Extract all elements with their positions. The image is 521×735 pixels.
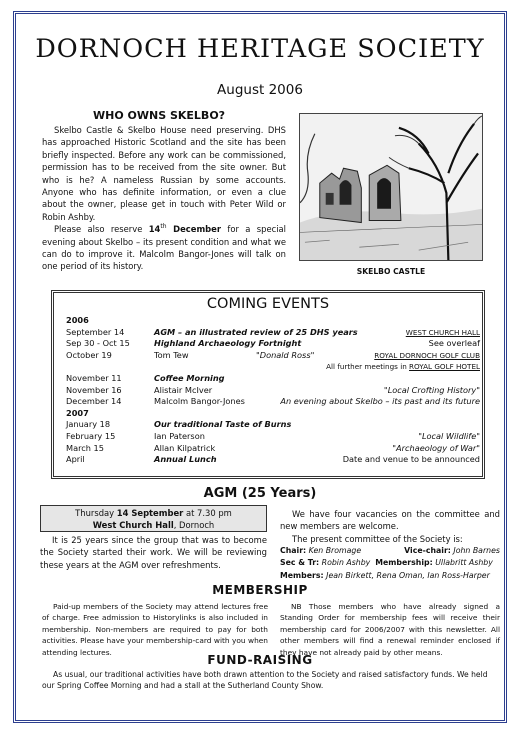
event-venue: See overleaf xyxy=(428,338,480,349)
event-speaker: Allan Kilpatrick xyxy=(154,442,216,453)
event-date: December 14 xyxy=(66,396,122,407)
agm-venue: West Church Hall xyxy=(92,520,174,530)
event-date: September 14 xyxy=(66,326,125,337)
secretary-name: Robin Ashby xyxy=(321,558,371,568)
event-note-row xyxy=(66,361,480,373)
event-topic: "Local Crofting History" xyxy=(383,384,480,395)
agm-date-line xyxy=(41,507,266,519)
committee-line-2 xyxy=(280,557,500,569)
chair-name: Ken Bromage xyxy=(308,546,362,556)
event-speaker: Alistair McIver xyxy=(154,384,213,395)
vice-chair-name: John Barnes xyxy=(453,546,500,556)
coming-events-box xyxy=(51,290,485,479)
issue-date: August 2006 xyxy=(217,82,303,98)
event-row xyxy=(66,419,480,431)
membership-secretary-label: Membership: xyxy=(375,558,433,568)
committee-line-1 xyxy=(280,545,500,557)
event-venue-note xyxy=(326,361,480,373)
event-venue: ROYAL DORNOCH GOLF CLUB xyxy=(374,350,480,360)
committee-section xyxy=(280,508,500,582)
event-row xyxy=(66,454,480,466)
agm-date-box xyxy=(40,505,267,532)
skelbo-paragraph-1: Skelbo Castle & Skelbo House need preserving. DHS has approached Historic Scotland and the site has been briefly inspected. Before any work can be commissioned, permission has to be received from the site owner. But who is he? A nameless Russian by some accounts. Anyone who has definite information, or even a clue about the owner, please get in touch with Peter Wild or Robin Ashby. xyxy=(42,125,286,222)
event-topic: "Archaeology of War" xyxy=(392,442,480,453)
skelbo-paragraph-2 xyxy=(42,223,286,273)
newsletter-page xyxy=(13,11,507,723)
vacancies-text: We have four vacancies on the committee and new members are welcome. xyxy=(280,509,500,532)
membership-heading: MEMBERSHIP xyxy=(212,583,308,597)
masthead-title: DORNOCH HERITAGE SOCIETY xyxy=(35,34,485,64)
agm-venue-line xyxy=(41,519,266,531)
event-title: AGM – an illustrated review of 25 DHS years xyxy=(154,326,358,337)
committee-intro: The present committee of the Society is: xyxy=(292,533,463,544)
chair-label: Chair: xyxy=(280,546,307,556)
events-list xyxy=(66,315,480,466)
membership-text-right: NB Those members who have already signed a Standing Order for membership fees will receive their membership card for 2006/2007 with this newsletter. All other members will find a renewal reminder enclosed if they have not already paid by other means. xyxy=(280,602,500,657)
event-venue: WEST CHURCH HALL xyxy=(405,327,480,337)
event-topic: "Donald Ross" xyxy=(256,349,315,360)
event-row xyxy=(66,373,480,385)
committee-line-3 xyxy=(280,570,500,582)
event-title: Our traditional Taste of Burns xyxy=(154,419,292,430)
event-title: Highland Archaeology Fortnight xyxy=(154,338,302,349)
event-date: November 11 xyxy=(66,372,122,383)
secretary-label: Sec & Tr: xyxy=(280,558,320,568)
event-date: February 15 xyxy=(66,430,116,441)
agm-date: 14 September xyxy=(116,508,184,518)
event-title: Coffee Morning xyxy=(154,372,225,383)
event-row xyxy=(66,350,480,362)
members-names: Jean Birkett, Rena Oman, Ian Ross-Harper xyxy=(326,570,490,580)
event-row xyxy=(66,431,480,443)
event-venue: Date and venue to be announced xyxy=(342,454,480,465)
event-speaker: Tom Tew xyxy=(154,349,189,360)
fundraising-heading: FUND-RAISING xyxy=(207,653,313,667)
membership-secretary-name: Ullabritt Ashby xyxy=(435,558,493,568)
agm-description: It is 25 years since the group that was to become the Society started their work. We will be reviewing these years at the AGM over refreshments. xyxy=(40,535,267,570)
skelbo-article xyxy=(42,124,286,273)
event-speaker: Malcolm Bangor-Jones xyxy=(154,396,245,407)
venue-note-place: ROYAL GOLF HOTEL xyxy=(409,362,480,372)
skelbo-heading: WHO OWNS SKELBO? xyxy=(93,109,226,122)
agm-heading: AGM (25 Years) xyxy=(203,486,317,501)
event-date: October 19 xyxy=(66,349,112,360)
events-year-2006: 2006 xyxy=(66,315,89,325)
agm-day: Thursday xyxy=(75,508,117,518)
event-row xyxy=(66,338,480,350)
event-row xyxy=(66,443,480,455)
event-row xyxy=(66,327,480,339)
venue-note-prefix: All further meetings in xyxy=(326,362,410,372)
skelbo-event-day: 14 xyxy=(148,224,161,235)
skelbo-para2-start: Please also reserve xyxy=(54,224,149,235)
event-speaker: Ian Paterson xyxy=(154,430,205,441)
agm-time: at 7.30 pm xyxy=(183,508,232,518)
events-title: COMING EVENTS xyxy=(206,296,330,312)
event-title: Annual Lunch xyxy=(154,454,217,465)
event-row xyxy=(66,396,480,408)
event-row xyxy=(66,385,480,397)
events-year-2007: 2007 xyxy=(66,407,89,418)
membership-text-left: Paid-up members of the Society may attend lectures free of charge. Free admission to Historylinks is also included in membership. Non-members are required to pay for both activities. Please have your membership-card with you when attending lectures. xyxy=(42,602,268,657)
event-topic: An evening about Skelbo – its past and its future xyxy=(280,396,480,407)
fundraising-text: As usual, our traditional activities have both drawn attention to the Society and raised satisfactory funds. We held our Spring Coffee Morning and had a stall at the Sutherland County Show. xyxy=(42,670,488,691)
event-date: April xyxy=(66,454,85,465)
vice-chair-label: Vice-chair: xyxy=(404,546,451,556)
event-date: March 15 xyxy=(66,442,104,453)
event-date: January 18 xyxy=(66,419,111,430)
events-year-row xyxy=(66,408,480,420)
photo-caption: SKELBO CASTLE xyxy=(356,267,426,276)
event-date: Sep 30 - Oct 15 xyxy=(66,338,130,349)
event-date: November 16 xyxy=(66,384,122,395)
agm-town: , Dornoch xyxy=(173,520,215,530)
skelbo-event-month: December xyxy=(166,224,221,235)
members-label: Members: xyxy=(280,570,324,580)
events-year-row xyxy=(66,315,480,327)
event-topic: "Local Wildlife" xyxy=(418,430,480,441)
skelbo-para2-end: for a special evening about Skelbo – its present condition and what we can do to improve it. Malcolm Bangor-Jones will talk on one period of its history. xyxy=(42,224,286,272)
skelbo-castle-photo xyxy=(299,113,483,261)
skelbo-event-day-suffix: th xyxy=(160,223,167,231)
